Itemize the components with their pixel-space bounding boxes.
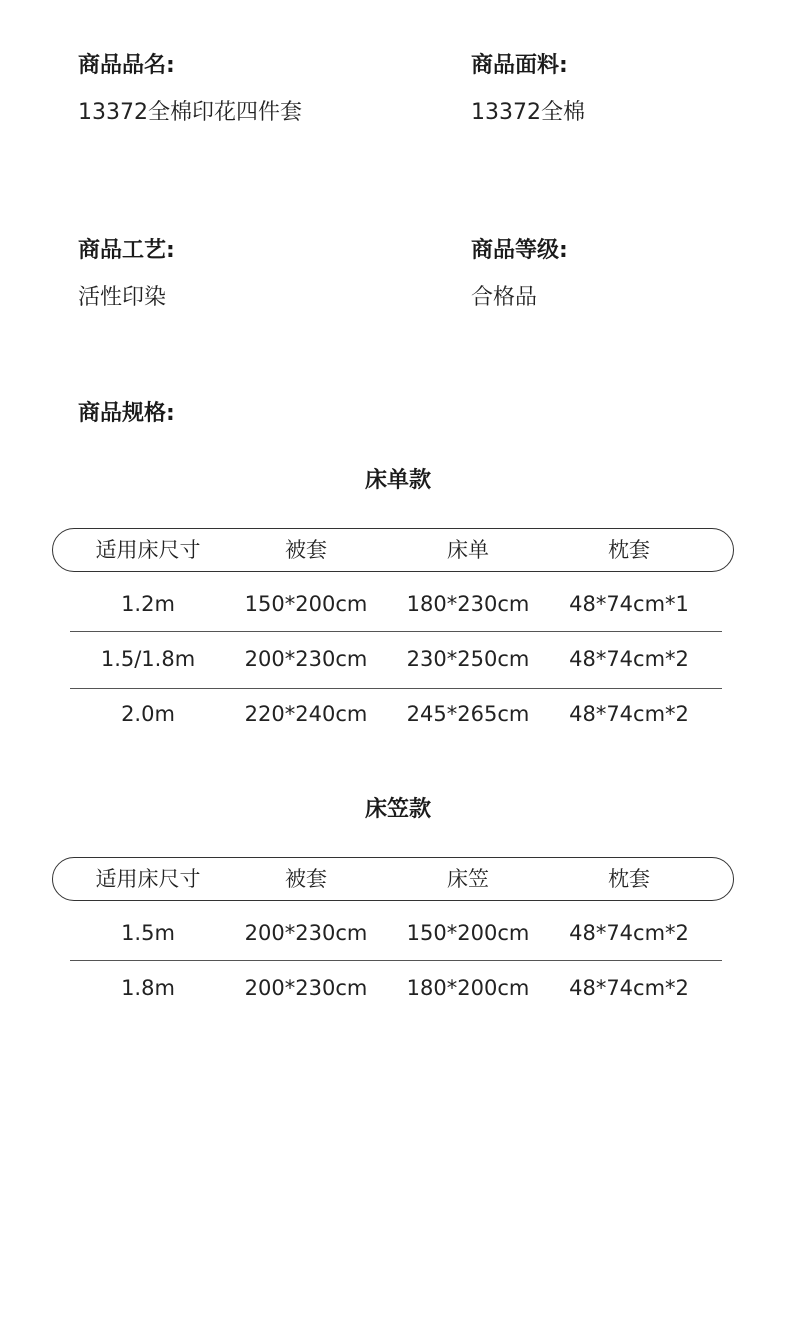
table-cell: 2.0m (121, 702, 175, 726)
table-cell: 1.5m (121, 921, 175, 945)
table-cell: 48*74cm*2 (569, 702, 689, 726)
row-divider (70, 631, 722, 632)
sheet-header-sheet: 床单 (447, 538, 489, 562)
table-cell: 1.8m (121, 976, 175, 1000)
fitted-header-fitted-sheet: 床笠 (447, 867, 489, 891)
sheet-header-duvet: 被套 (285, 538, 327, 562)
product-grade-label: 商品等级: (471, 238, 568, 263)
product-craft-value: 活性印染 (78, 285, 167, 310)
table-cell: 48*74cm*2 (569, 647, 689, 671)
table-cell: 48*74cm*1 (569, 592, 689, 616)
product-name-label: 商品品名: (78, 53, 175, 78)
table-cell: 150*200cm (244, 592, 368, 616)
table-cell: 200*230cm (244, 921, 368, 945)
fitted-header-bed-size: 适用床尺寸 (95, 867, 201, 891)
table-cell: 180*230cm (406, 592, 530, 616)
table-cell: 220*240cm (244, 702, 368, 726)
row-divider (70, 960, 722, 961)
table-cell: 200*230cm (244, 976, 368, 1000)
table-cell: 200*230cm (244, 647, 368, 671)
product-fabric-value: 13372全棉 (471, 100, 585, 125)
product-grade-value: 合格品 (471, 285, 538, 310)
sheet-header-pillowcase: 枕套 (608, 538, 650, 562)
fitted-header-pillowcase: 枕套 (608, 867, 650, 891)
table-cell: 150*200cm (406, 921, 530, 945)
product-name-value: 13372全棉印花四件套 (78, 100, 302, 125)
sheet-table-title: 床单款 (364, 468, 431, 493)
table-cell: 1.5/1.8m (100, 647, 196, 671)
sheet-header-bed-size: 适用床尺寸 (95, 538, 201, 562)
fitted-header-duvet: 被套 (285, 867, 327, 891)
product-craft-label: 商品工艺: (78, 238, 175, 263)
table-cell: 245*265cm (406, 702, 530, 726)
product-spec-label: 商品规格: (78, 401, 175, 426)
row-divider (70, 688, 722, 689)
fitted-table-title: 床笠款 (364, 797, 431, 822)
table-cell: 230*250cm (406, 647, 530, 671)
table-cell: 180*200cm (406, 976, 530, 1000)
table-cell: 48*74cm*2 (569, 921, 689, 945)
table-cell: 1.2m (121, 592, 175, 616)
product-fabric-label: 商品面料: (471, 53, 568, 78)
table-cell: 48*74cm*2 (569, 976, 689, 1000)
